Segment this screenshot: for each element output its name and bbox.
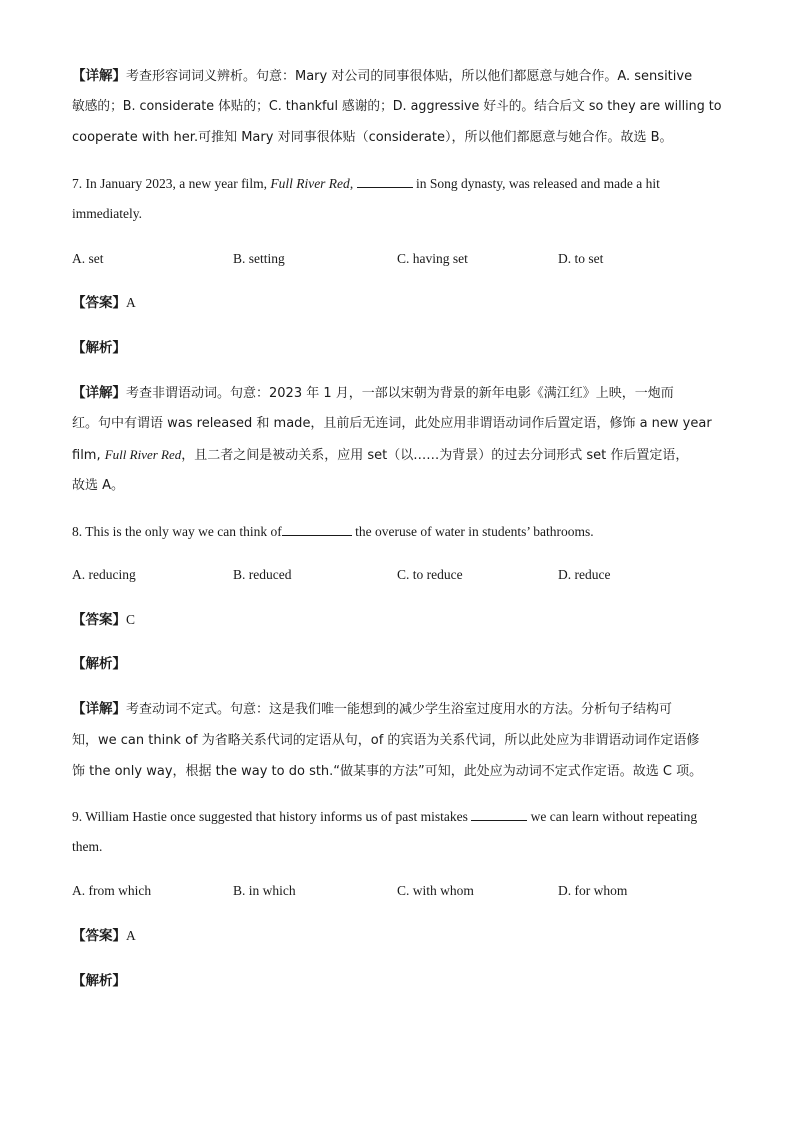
explain-text-after: ，且二者之间是被动关系，应用 set（以……为背景）的过去分词形式 set 作后置定语， [181,448,689,463]
answer-tag: 【答案】 [72,612,126,628]
explain-tag: 【详解】 [72,385,126,401]
q9-stem-text: 9. William Hastie once suggested that history informs us of past mistakes [72,809,472,824]
answer-blank [471,807,527,821]
q8-option-a: A. reducing [72,567,136,582]
q7-explain-line-3 [72,446,688,465]
q9-option-b: B. in which [233,883,296,898]
q8-option-c: C. to reduce [397,567,463,582]
q9-answer-line [72,927,136,945]
explain-tag: 【详解】 [72,68,126,84]
answer-tag: 【答案】 [72,928,126,944]
q7-stem-line-2: immediately. [72,206,142,221]
q9-stem-line-1 [72,807,697,826]
explain-text: 考查形容词词义辨析。句意：Mary 对公司的同事很体贴，所以他们都愿意与她合作。A. sensitive [126,69,693,84]
answer-value: A [126,295,136,310]
q9-stem-text-after: we can learn without repeating [527,809,698,824]
film-title: Full River Red [104,447,182,462]
q6-explain-line-3: cooperate with her.可推知 Mary 对同事很体贴（considerate），所以他们都愿意与她合作。故选 B。 [72,130,673,145]
q8-stem-line-1 [72,522,594,541]
q8-explain-line-1 [72,700,672,719]
answer-blank [282,522,352,536]
q9-analysis-line [72,972,126,990]
q7-explain-line-1 [72,384,674,403]
q8-explain-line-3: 饰 the only way，根据 the way to do sth.“做某事的方法”可知，此处应为动词不定式作定语。故选 C 项。 [72,764,703,779]
q9-option-c: C. with whom [397,883,474,898]
answer-blank [357,174,413,188]
analysis-tag: 【解析】 [72,973,126,989]
q7-explain-line-4: 故选 A。 [72,478,125,493]
analysis-tag: 【解析】 [72,340,126,356]
q7-stem-text-after: in Song dynasty, was released and made a hit [412,176,660,191]
q8-stem-text: 8. This is the only way we can think of [72,524,282,539]
q8-stem-text-after: the overuse of water in students’ bathrooms. [351,524,594,539]
q9-option-d: D. for whom [558,883,628,898]
q7-option-d: D. to set [558,251,604,266]
answer-value: A [126,928,136,943]
analysis-tag: 【解析】 [72,656,126,672]
q6-explain-line-1 [72,67,692,86]
explain-tag: 【详解】 [72,701,126,717]
q8-analysis-line [72,655,126,673]
q9-option-a: A. from which [72,883,152,898]
q9-stem-line-2: them. [72,839,103,854]
q6-explain-line-2: 敏感的；B. considerate 体贴的；C. thankful 感谢的；D. aggressive 好斗的。结合后文 so they are willing to [72,99,722,114]
q7-option-b: B. setting [233,251,285,266]
q7-option-a: A. set [72,251,104,266]
q7-analysis-line [72,339,126,357]
q8-answer-line [72,611,135,629]
q8-option-b: B. reduced [233,567,292,582]
answer-value: C [126,612,136,627]
q7-stem-line-1: 7. In January 2023, a new year film, Full River Red, in Song dynasty, was released and made a hit [72,176,660,191]
explain-text: film, [72,448,105,463]
q7-explain-line-2: 红。句中有谓语 was released 和 made，且前后无连词，此处应用非谓语动词作后置定语，修饰 a new year [72,416,712,431]
q8-option-d: D. reduce [558,567,611,582]
q7-stem-text: 7. In January 2023, a new year film, [72,176,271,191]
q7-option-c: C. having set [397,251,468,266]
explain-text: 考查动词不定式。句意：这是我们唯一能想到的减少学生浴室过度用水的方法。分析句子结构可 [126,702,673,717]
q8-explain-line-2: 知，we can think of 为省略关系代词的定语从句，of 的宾语为关系代词，所以此处应为非谓语动词作定语修 [72,733,700,748]
film-title: Full River Red [270,176,350,191]
explain-text: 考查非谓语动词。句意：2023 年 1 月，一部以宋朝为背景的新年电影《满江红》上映，一炮而 [126,386,674,401]
answer-tag: 【答案】 [72,295,126,311]
q7-answer-line [72,294,136,312]
